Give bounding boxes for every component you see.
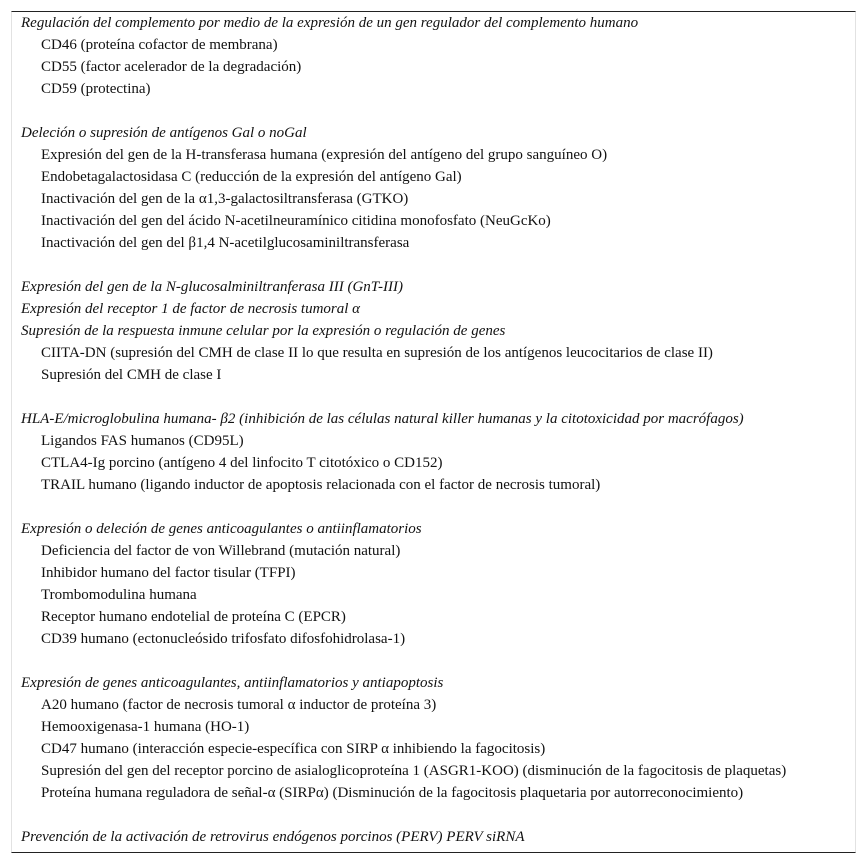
strategy-item: CD47 humano (interacción especie-específica con SIRP α inhibiendo la fagocitosis) [41, 741, 546, 757]
strategy-item: Supresión del CMH de clase I [41, 367, 222, 383]
group-spacer [21, 650, 855, 672]
group-spacer [21, 496, 855, 518]
group-spacer [21, 804, 855, 826]
table-body [21, 12, 855, 848]
group-spacer [21, 254, 855, 276]
category-heading: Regulación del complemento por medio de la expresión de un gen regulador del complemento humano [21, 15, 639, 31]
category-heading: Supresión de la respuesta inmune celular por la expresión o regulación de genes [21, 323, 506, 339]
strategy-item: Endobetagalactosidasa C (reducción de la expresión del antígeno Gal) [41, 169, 462, 185]
strategy-item: Deficiencia del factor de von Willebrand (mutación natural) [41, 543, 401, 559]
category-heading: Expresión del receptor 1 de factor de necrosis tumoral α [21, 301, 361, 317]
strategy-item: CTLA4-Ig porcino (antígeno 4 del linfocito T citotóxico o CD152) [41, 455, 443, 471]
strategy-item: CIITA-DN (supresión del CMH de clase II lo que resulta en supresión de los antígenos leucocitarios de clase II) [41, 345, 713, 361]
strategy-item: Expresión del gen de la H-transferasa humana (expresión del antígeno del grupo sanguíneo O) [41, 147, 608, 163]
strategy-item: CD46 (proteína cofactor de membrana) [41, 37, 278, 53]
category-heading: Expresión de genes anticoagulantes, antiinflamatorios y antiapoptosis [21, 675, 444, 691]
strategy-item: TRAIL humano (ligando inductor de apoptosis relacionada con el factor de necrosis tumoral) [41, 477, 601, 493]
strategy-item: Hemooxigenasa-1 humana (HO-1) [41, 719, 250, 735]
category-heading: Expresión del gen de la N-glucosalminiltranferasa III (GnT-III) [21, 279, 404, 295]
category-heading: Expresión o deleción de genes anticoagulantes o antiinflamatorios [21, 521, 422, 537]
group-spacer [21, 100, 855, 122]
strategy-item: Supresión del gen del receptor porcino de asialoglicoproteína 1 (ASGR1-KOO) (disminución de la fagocitosis de plaquetas) [41, 763, 787, 779]
strategy-item: CD59 (protectina) [41, 81, 151, 97]
strategy-item: Receptor humano endotelial de proteína C (EPCR) [41, 609, 346, 625]
strategy-item: Inactivación del gen del β1,4 N-acetilglucosaminiltransferasa [41, 235, 410, 251]
strategy-item: CD55 (factor acelerador de la degradación) [41, 59, 302, 75]
strategy-item: Inhibidor humano del factor tisular (TFPI) [41, 565, 296, 581]
strategy-item: CD39 humano (ectonucleósido trifosfato difosfohidrolasa-1) [41, 631, 406, 647]
strategy-item: Proteína humana reguladora de señal-α (SIRPα) (Disminución de la fagocitosis plaquetaria por autorreconocimiento) [41, 785, 744, 801]
strategy-item: A20 humano (factor de necrosis tumoral α inductor de proteína 3) [41, 697, 437, 713]
group-spacer [21, 386, 855, 408]
strategy-item: Ligandos FAS humanos (CD95L) [41, 433, 244, 449]
category-heading: Deleción o supresión de antígenos Gal o noGal [21, 125, 307, 141]
strategy-item: Inactivación del gen del ácido N-acetilneuramínico citidina monofosfato (NeuGcKo) [41, 213, 551, 229]
strategy-item: Trombomodulina humana [41, 587, 197, 603]
strategy-item: Inactivación del gen de la α1,3-galactosiltransferasa (GTKO) [41, 191, 409, 207]
category-heading: Prevención de la activación de retrovirus endógenos porcinos (PERV) PERV siRNA [21, 829, 525, 845]
category-heading: HLA-E/microglobulina humana- β2 (inhibición de las células natural killer humanas y la citotoxicidad por macrófagos) [21, 411, 744, 427]
